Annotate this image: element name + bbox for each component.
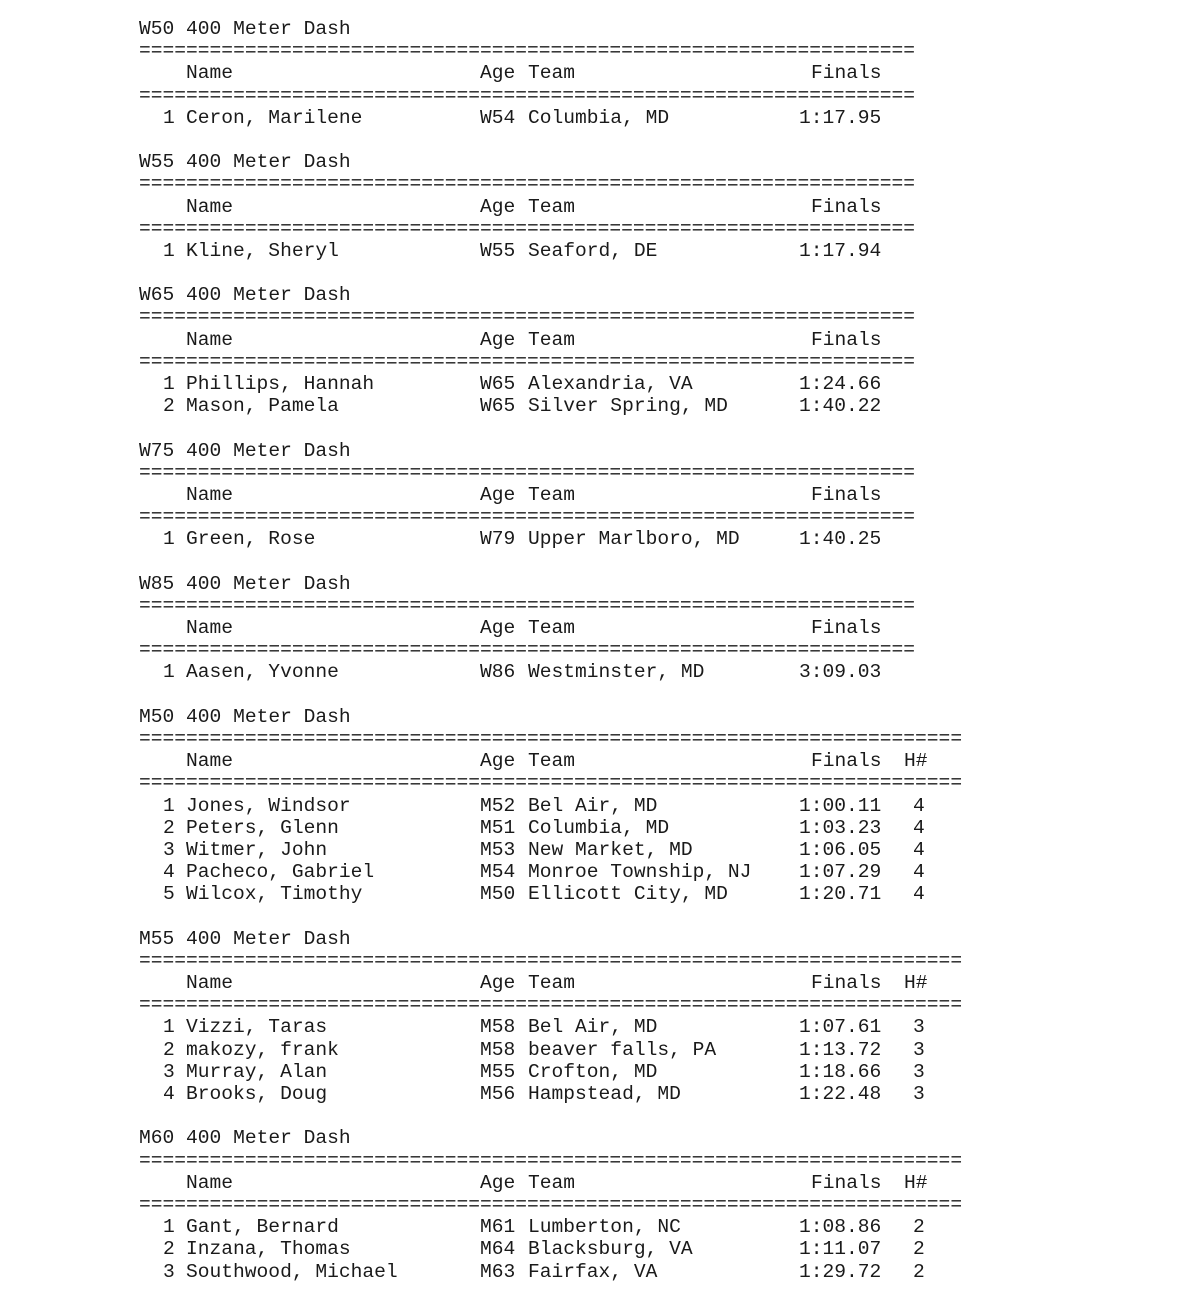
- header-name: Name: [186, 195, 234, 218]
- column-header-row: [139, 750, 1139, 772]
- event-section: [139, 706, 1139, 928]
- place: 1: [163, 106, 175, 129]
- team: Columbia, MD: [528, 816, 670, 839]
- age-group: M61: [480, 1216, 516, 1239]
- rule-bottom: ==================================================================: [139, 84, 916, 107]
- age-group: W54: [480, 106, 516, 129]
- header-team: Team: [528, 328, 576, 351]
- age-group: W65: [480, 395, 516, 418]
- rule-top: ==================================================================: [139, 173, 916, 196]
- event-section: [139, 928, 1139, 1128]
- header-name: Name: [186, 328, 234, 351]
- heat-number: 4: [913, 861, 925, 884]
- final-time: 1:18.66: [799, 1060, 882, 1083]
- age-group: M58: [480, 1038, 516, 1061]
- athlete-name: Green, Rose: [186, 528, 316, 551]
- event-section: [139, 151, 1139, 284]
- header-heat: H#: [904, 750, 928, 773]
- place: 3: [163, 1260, 175, 1283]
- athlete-name: Phillips, Hannah: [186, 373, 375, 395]
- team: Alexandria, VA: [528, 373, 693, 395]
- athlete-name: Jones, Windsor: [186, 794, 351, 817]
- event-title: W75 400 Meter Dash: [139, 439, 351, 462]
- header-finals: Finals: [811, 1171, 882, 1194]
- rule-bottom: ==================================================================: [139, 506, 916, 529]
- header-name: Name: [186, 972, 234, 995]
- section-gap: [139, 551, 1139, 573]
- result-row: [139, 1216, 1139, 1238]
- header-finals: Finals: [811, 750, 882, 773]
- team: Bel Air, MD: [528, 1016, 658, 1039]
- age-group: W65: [480, 373, 516, 395]
- column-header-row: [139, 329, 1139, 351]
- event-title: M60 400 Meter Dash: [139, 1127, 351, 1150]
- rule-top: ======================================================================: [139, 1149, 963, 1172]
- place: 5: [163, 883, 175, 906]
- event-title: W85 400 Meter Dash: [139, 572, 351, 595]
- place: 1: [163, 528, 175, 551]
- header-name: Name: [186, 62, 234, 85]
- column-header-row: [139, 617, 1139, 639]
- place: 1: [163, 239, 175, 262]
- athlete-name: Kline, Sheryl: [186, 239, 339, 262]
- header-name: Name: [186, 483, 234, 506]
- header-finals: Finals: [811, 328, 882, 351]
- final-time: 1:20.71: [799, 883, 882, 906]
- section-gap: [139, 906, 1139, 928]
- result-row: [139, 107, 1139, 129]
- final-time: 1:07.29: [799, 861, 882, 884]
- header-finals: Finals: [811, 483, 882, 506]
- age-group: M64: [480, 1238, 516, 1261]
- result-row: [139, 1016, 1139, 1038]
- header-age: Age: [480, 195, 516, 218]
- place: 2: [163, 395, 175, 418]
- header-name: Name: [186, 750, 234, 773]
- athlete-name: Ceron, Marilene: [186, 106, 363, 129]
- final-time: 1:40.25: [799, 528, 882, 551]
- heat-number: 3: [913, 1060, 925, 1083]
- header-team: Team: [528, 972, 576, 995]
- final-time: 1:06.05: [799, 838, 882, 861]
- place: 1: [163, 661, 175, 684]
- header-name: Name: [186, 617, 234, 640]
- rule-bottom: ==================================================================: [139, 217, 916, 240]
- place: 3: [163, 1060, 175, 1083]
- section-gap: [139, 417, 1139, 439]
- header-age: Age: [480, 972, 516, 995]
- section-gap: [139, 684, 1139, 706]
- heat-number: 4: [913, 816, 925, 839]
- team: Lumberton, NC: [528, 1216, 681, 1239]
- final-time: 1:00.11: [799, 794, 882, 817]
- final-time: 1:17.95: [799, 106, 882, 129]
- final-time: 1:11.07: [799, 1238, 882, 1261]
- section-gap: [139, 262, 1139, 284]
- event-title: W50 400 Meter Dash: [139, 18, 351, 40]
- column-header-row: [139, 1172, 1139, 1194]
- heat-number: 4: [913, 794, 925, 817]
- event-title: W55 400 Meter Dash: [139, 151, 351, 174]
- header-age: Age: [480, 328, 516, 351]
- result-row: [139, 240, 1139, 262]
- athlete-name: Brooks, Doug: [186, 1083, 328, 1105]
- header-age: Age: [480, 750, 516, 773]
- team: Bel Air, MD: [528, 794, 658, 817]
- final-time: 1:08.86: [799, 1216, 882, 1239]
- team: Westminster, MD: [528, 661, 705, 684]
- column-header-row: [139, 62, 1139, 84]
- result-row: [139, 817, 1139, 839]
- result-row: [139, 395, 1139, 417]
- heat-number: 2: [913, 1216, 925, 1239]
- athlete-name: Aasen, Yvonne: [186, 661, 339, 684]
- place: 1: [163, 1216, 175, 1239]
- team: Fairfax, VA: [528, 1260, 658, 1283]
- athlete-name: Southwood, Michael: [186, 1260, 398, 1283]
- place: 1: [163, 373, 175, 395]
- heat-number: 3: [913, 1038, 925, 1061]
- team: Monroe Township, NJ: [528, 861, 752, 884]
- event-title: W65 400 Meter Dash: [139, 284, 351, 307]
- final-time: 1:03.23: [799, 816, 882, 839]
- athlete-name: Peters, Glenn: [186, 816, 339, 839]
- header-team: Team: [528, 617, 576, 640]
- heat-number: 3: [913, 1016, 925, 1039]
- team: Seaford, DE: [528, 239, 658, 262]
- section-gap: [139, 1105, 1139, 1127]
- team: Crofton, MD: [528, 1060, 658, 1083]
- age-group: M58: [480, 1016, 516, 1039]
- result-row: [139, 839, 1139, 861]
- age-group: W86: [480, 661, 516, 684]
- header-team: Team: [528, 750, 576, 773]
- rule-top: ==================================================================: [139, 461, 916, 484]
- final-time: 1:40.22: [799, 395, 882, 418]
- team: Hampstead, MD: [528, 1083, 681, 1105]
- rule-bottom: ==================================================================: [139, 350, 916, 373]
- rule-top: ==================================================================: [139, 594, 916, 617]
- header-name: Name: [186, 1171, 234, 1194]
- result-row: [139, 661, 1139, 683]
- header-team: Team: [528, 62, 576, 85]
- place: 3: [163, 838, 175, 861]
- heat-number: 4: [913, 838, 925, 861]
- place: 2: [163, 1238, 175, 1261]
- team: beaver falls, PA: [528, 1038, 717, 1061]
- column-header-row: [139, 972, 1139, 994]
- heat-number: 2: [913, 1260, 925, 1283]
- event-section: [139, 440, 1139, 573]
- header-finals: Finals: [811, 62, 882, 85]
- rule-bottom: ======================================================================: [139, 772, 963, 795]
- result-row: [139, 1039, 1139, 1061]
- final-time: 1:22.48: [799, 1083, 882, 1105]
- athlete-name: Inzana, Thomas: [186, 1238, 351, 1261]
- header-finals: Finals: [811, 195, 882, 218]
- header-team: Team: [528, 483, 576, 506]
- final-time: 1:29.72: [799, 1260, 882, 1283]
- age-group: M63: [480, 1260, 516, 1283]
- team: Upper Marlboro, MD: [528, 528, 740, 551]
- rule-bottom: ======================================================================: [139, 1193, 963, 1216]
- result-row: [139, 1061, 1139, 1083]
- rule-top: ==================================================================: [139, 40, 916, 63]
- age-group: W79: [480, 528, 516, 551]
- section-gap: [139, 129, 1139, 151]
- heat-number: 2: [913, 1238, 925, 1261]
- team: Blacksburg, VA: [528, 1238, 693, 1261]
- header-team: Team: [528, 1171, 576, 1194]
- athlete-name: Murray, Alan: [186, 1060, 328, 1083]
- header-finals: Finals: [811, 972, 882, 995]
- team: New Market, MD: [528, 838, 693, 861]
- result-row: [139, 1083, 1139, 1105]
- event-section: [139, 573, 1139, 706]
- place: 2: [163, 1038, 175, 1061]
- column-header-row: [139, 196, 1139, 218]
- place: 4: [163, 1083, 175, 1105]
- age-group: M56: [480, 1083, 516, 1105]
- place: 2: [163, 816, 175, 839]
- athlete-name: Vizzi, Taras: [186, 1016, 328, 1039]
- place: 4: [163, 861, 175, 884]
- age-group: W55: [480, 239, 516, 262]
- event-section: [139, 284, 1139, 439]
- column-header-row: [139, 484, 1139, 506]
- athlete-name: Gant, Bernard: [186, 1216, 339, 1239]
- header-age: Age: [480, 1171, 516, 1194]
- place: 1: [163, 794, 175, 817]
- final-time: 1:13.72: [799, 1038, 882, 1061]
- result-row: [139, 373, 1139, 395]
- team: Ellicott City, MD: [528, 883, 728, 906]
- final-time: 1:07.61: [799, 1016, 882, 1039]
- header-team: Team: [528, 195, 576, 218]
- event-section: [139, 1127, 1139, 1282]
- heat-number: 3: [913, 1083, 925, 1105]
- final-time: 1:24.66: [799, 373, 882, 395]
- age-group: M52: [480, 794, 516, 817]
- event-title: M50 400 Meter Dash: [139, 705, 351, 728]
- age-group: M55: [480, 1060, 516, 1083]
- athlete-name: Pacheco, Gabriel: [186, 861, 375, 884]
- rule-bottom: ======================================================================: [139, 994, 963, 1017]
- result-row: [139, 861, 1139, 883]
- result-row: [139, 1261, 1139, 1283]
- athlete-name: makozy, frank: [186, 1038, 339, 1061]
- athlete-name: Wilcox, Timothy: [186, 883, 363, 906]
- result-row: [139, 528, 1139, 550]
- age-group: M50: [480, 883, 516, 906]
- results-document: [139, 18, 1139, 1283]
- result-row: [139, 795, 1139, 817]
- athlete-name: Mason, Pamela: [186, 395, 339, 418]
- final-time: 3:09.03: [799, 661, 882, 684]
- rule-bottom: ==================================================================: [139, 639, 916, 662]
- age-group: M53: [480, 838, 516, 861]
- rule-top: ======================================================================: [139, 949, 963, 972]
- header-age: Age: [480, 617, 516, 640]
- header-finals: Finals: [811, 617, 882, 640]
- team: Columbia, MD: [528, 106, 670, 129]
- age-group: M51: [480, 816, 516, 839]
- result-row: [139, 1238, 1139, 1260]
- event-title: M55 400 Meter Dash: [139, 927, 351, 950]
- header-heat: H#: [904, 972, 928, 995]
- header-heat: H#: [904, 1171, 928, 1194]
- rule-top: ======================================================================: [139, 728, 963, 750]
- athlete-name: Witmer, John: [186, 838, 328, 861]
- age-group: M54: [480, 861, 516, 884]
- team: Silver Spring, MD: [528, 395, 728, 418]
- rule-top: ==================================================================: [139, 306, 916, 329]
- header-age: Age: [480, 483, 516, 506]
- result-row: [139, 883, 1139, 905]
- event-section: [139, 18, 1139, 151]
- place: 1: [163, 1016, 175, 1039]
- final-time: 1:17.94: [799, 239, 882, 262]
- heat-number: 4: [913, 883, 925, 906]
- header-age: Age: [480, 62, 516, 85]
